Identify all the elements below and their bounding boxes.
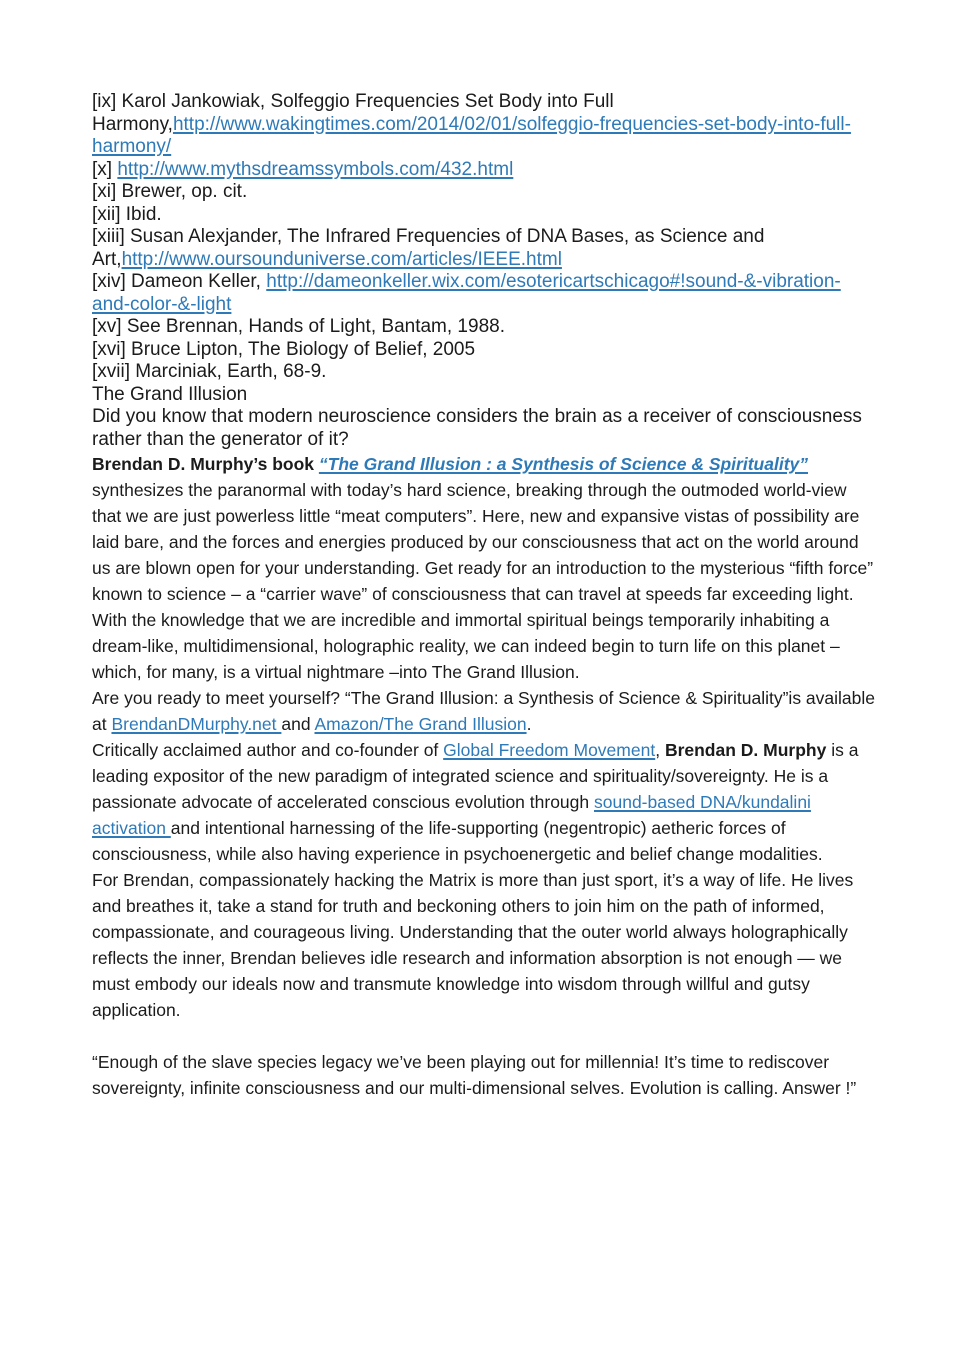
document-content	[92, 91, 876, 1101]
text-run: [ix] Karol Jankowiak, Solfeggio Frequencies Set Body into Full Harmony,	[92, 91, 614, 135]
hyperlink[interactable]: http://dameonkeller.wix.com/esotericartschicago#!sound-&-vibration-and-color-&-light	[92, 271, 841, 315]
footnote-line	[92, 271, 876, 316]
hyperlink[interactable]: http://www.oursounduniverse.com/articles/IEEE.html	[121, 248, 562, 270]
text-run: [xii] Ibid.	[92, 203, 162, 225]
footnote-line	[92, 384, 876, 407]
paragraph	[92, 867, 876, 1023]
text-run: [xiv] Dameon Keller,	[92, 271, 267, 292]
hyperlink[interactable]: sound-based DNA/kundalini activation	[92, 792, 811, 838]
text-run: [x]	[92, 158, 118, 180]
text-run: [xi] Brewer, op. cit.	[92, 181, 248, 202]
hyperlink[interactable]: http://www.mythsdreamssymbols.com/432.html	[117, 158, 514, 180]
text-run: synthesizes the paranormal with today’s hard science, breaking through the outmoded world-view that we are just powerless little “meat computers”. Here, new and expansive vistas of possibility are laid bare, and the forces and energies produced by our consciousness that act on the world around us are blown open for your understanding. Get ready for an introduction to the mysterious “fifth force” known to science – a “carrier wave” of consciousness that can travel at speeds far exceeding light. With the knowledge that we are incredible and immortal spiritual beings temporarily inhabiting a dream-like, multidimensional, holographic reality, we can indeed begin to turn life on this planet – which, for many, is a virtual nightmare –into The Grand Illusion.	[92, 480, 874, 682]
text-run: and	[281, 714, 315, 734]
text-run: is a leading expositor of the new paradigm of integrated science and spirituality/sovereignty. He is a passionate advocate of accelerated conscious evolution through	[92, 740, 859, 812]
footnote-line	[92, 181, 876, 204]
text-run: Brendan D. Murphy	[664, 740, 827, 760]
text-run: Critically acclaimed author and co-founder of	[92, 740, 444, 760]
paragraph	[92, 737, 876, 867]
footnote-line	[92, 91, 876, 159]
footnote-line	[92, 406, 876, 451]
hyperlink[interactable]: BrendanDMurphy.net	[111, 714, 282, 734]
paragraph	[92, 1049, 876, 1101]
text-run: [xv] See Brennan, Hands of Light, Bantam, 1988.	[92, 316, 505, 337]
paragraph	[92, 451, 876, 685]
text-run: [xvii] Marciniak, Earth, 68-9.	[92, 361, 327, 382]
text-run: “Enough of the slave species legacy we’ve been playing out for millennia! It’s time to rediscover sovereignty, infinite consciousness and our multi-dimensional selves. Evolution is calling. Answer !”	[92, 1052, 857, 1098]
footnote-line	[92, 339, 876, 362]
text-run: Brendan D. Murphy’s book	[92, 454, 319, 474]
text-run: ,	[655, 740, 665, 760]
text-run: Did you know that modern neuroscience considers the brain as a receiver of consciousness rather than the generator of it?	[92, 406, 862, 450]
footnote-line	[92, 226, 876, 271]
text-run: Are you ready to meet yourself? “The Grand Illusion: a Synthesis of Science & Spirituality”is available at	[92, 688, 876, 734]
hyperlink[interactable]: Global Freedom Movement	[443, 740, 656, 760]
text-run: [xiii] Susan Alexjander, The Infrared Frequencies of DNA Bases, as Science and Art,	[92, 226, 765, 270]
footnote-line	[92, 361, 876, 384]
blank-line	[92, 1023, 876, 1049]
footnote-line	[92, 316, 876, 339]
footnote-line	[92, 204, 876, 227]
hyperlink[interactable]: Amazon/The Grand Illusion	[314, 714, 527, 734]
hyperlink[interactable]: http://www.wakingtimes.com/2014/02/01/solfeggio-frequencies-set-body-into-full-harmony/	[92, 113, 851, 157]
text-run: and intentional harnessing of the life-supporting (negentropic) aetheric forces of consciousness, while also having experience in psychoenergetic and belief change modalities.	[92, 818, 823, 864]
footnote-line	[92, 159, 876, 182]
text-run: .	[526, 714, 532, 734]
text-run: For Brendan, compassionately hacking the Matrix is more than just sport, it’s a way of life. He lives and breathes it, take a stand for truth and beckoning others to join him on the path of informed, compassionate, and courageous living. Understanding that the outer world always holographically reflects the inner, Brendan believes idle research and information absorption is not enough — we must embody our ideals now and transmute knowledge into wisdom through willful and gutsy application.	[92, 870, 854, 1020]
text-run: The Grand Illusion	[92, 383, 248, 405]
text-run: [xvi] Bruce Lipton, The Biology of Belief, 2005	[92, 338, 476, 360]
paragraph	[92, 685, 876, 737]
book-title-link[interactable]: “The Grand Illusion : a Synthesis of Science & Spirituality”	[318, 454, 809, 474]
